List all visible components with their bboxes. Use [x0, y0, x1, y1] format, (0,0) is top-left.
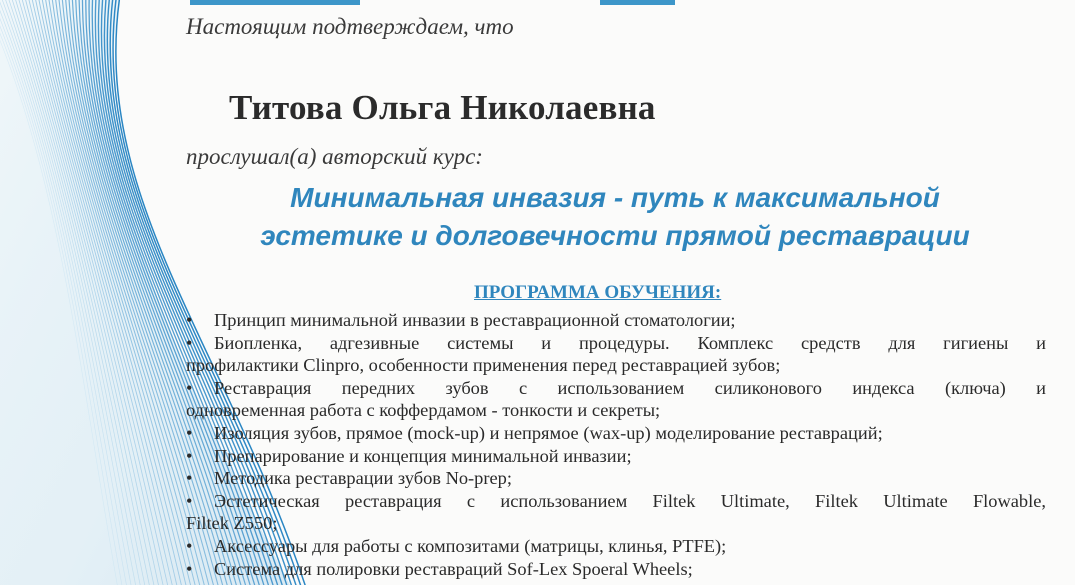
program-item-text: профилактики Clinpro, особенности применения перед реставрацией зубов; — [186, 355, 781, 376]
wave-line — [7, 0, 157, 585]
program-item-continuation — [186, 399, 1046, 422]
intro-text: Настоящим подтверждаем, что — [186, 14, 514, 39]
wave-line — [24, 0, 180, 585]
program-list — [186, 309, 1046, 580]
wave-line — [0, 0, 139, 585]
wave-line — [0, 0, 129, 585]
wave-line — [0, 0, 120, 585]
program-item-text: Эстетическая реставрация с использованием Filtek Ultimate, Filtek Ultimate Flowable, — [214, 490, 1046, 511]
bullet-icon: • — [186, 332, 193, 353]
bullet-icon: • — [186, 377, 193, 398]
program-item-continuation — [186, 512, 1046, 535]
wave-line — [0, 0, 125, 585]
bullet-icon: • — [186, 558, 193, 579]
wave-line — [14, 0, 166, 585]
bullet-icon: • — [186, 422, 193, 443]
program-item-continuation — [186, 354, 1046, 377]
program-item-text: Изоляция зубов, прямое (mock-up) и непрямое (wax-up) моделирование реставраций; — [214, 422, 883, 443]
wave-line — [38, 0, 199, 585]
program-item-text: Система для полировки реставраций Sof-Lex Spoeral Wheels; — [214, 558, 693, 579]
program-item-text: Принцип минимальной инвазии в реставрационной стоматологии; — [214, 310, 736, 330]
recipient-name: Титова Ольга Николаевна — [229, 88, 656, 127]
program-item-text: Биопленка, адгезивные системы и процедуры. Комплекс средств для гигиены и — [214, 332, 1046, 353]
bullet-icon: • — [186, 310, 193, 330]
program-item-text: одновременная работа с коффердамом - тонкости и секреты; — [186, 400, 661, 421]
program-item — [186, 445, 1046, 468]
program-item-text: Реставрация передних зубов с использованием силиконового индекса (ключа) и — [214, 377, 1046, 398]
wave-line — [45, 0, 208, 585]
top-rule-left — [190, 0, 360, 5]
wave-line — [35, 0, 195, 585]
wave-line — [41, 0, 203, 585]
bullet-icon: • — [186, 468, 193, 489]
wave-line — [18, 0, 171, 585]
program-item — [186, 490, 1046, 513]
program-item — [186, 558, 1046, 581]
wave-line — [0, 0, 143, 585]
program-item — [186, 377, 1046, 400]
top-rule-right — [600, 0, 675, 5]
attended-course-text: прослушал(а) авторский курс: — [186, 144, 483, 169]
program-item — [186, 467, 1046, 490]
wave-line — [11, 0, 162, 585]
program-item — [186, 535, 1046, 558]
program-item-text: Аксессуары для работы с композитами (матрицы, клинья, PTFE); — [214, 535, 727, 556]
program-item-text: Методика реставрации зубов No-prep; — [214, 468, 512, 489]
wave-line — [0, 0, 134, 585]
program-item-text: Препарирование и концепция минимальной инвазии; — [214, 445, 632, 466]
program-title: ПРОГРАММА ОБУЧЕНИЯ: — [474, 282, 722, 303]
wave-line — [21, 0, 176, 585]
bullet-icon: • — [186, 535, 193, 556]
wave-line — [31, 0, 189, 585]
bullet-icon: • — [186, 445, 193, 466]
wave-line — [0, 0, 147, 585]
program-item — [186, 422, 1046, 445]
course-title-line-2: эстетике и долговечности прямой реставрации — [260, 220, 970, 251]
program-item — [186, 309, 1046, 332]
wave-line — [28, 0, 185, 585]
program-item-text: Filtek Z550; — [186, 513, 278, 534]
program-item — [186, 332, 1046, 355]
wave-line — [4, 0, 153, 585]
bullet-icon: • — [186, 490, 193, 511]
course-title-line-1: Минимальная инвазия - путь к максимальной — [290, 182, 940, 213]
